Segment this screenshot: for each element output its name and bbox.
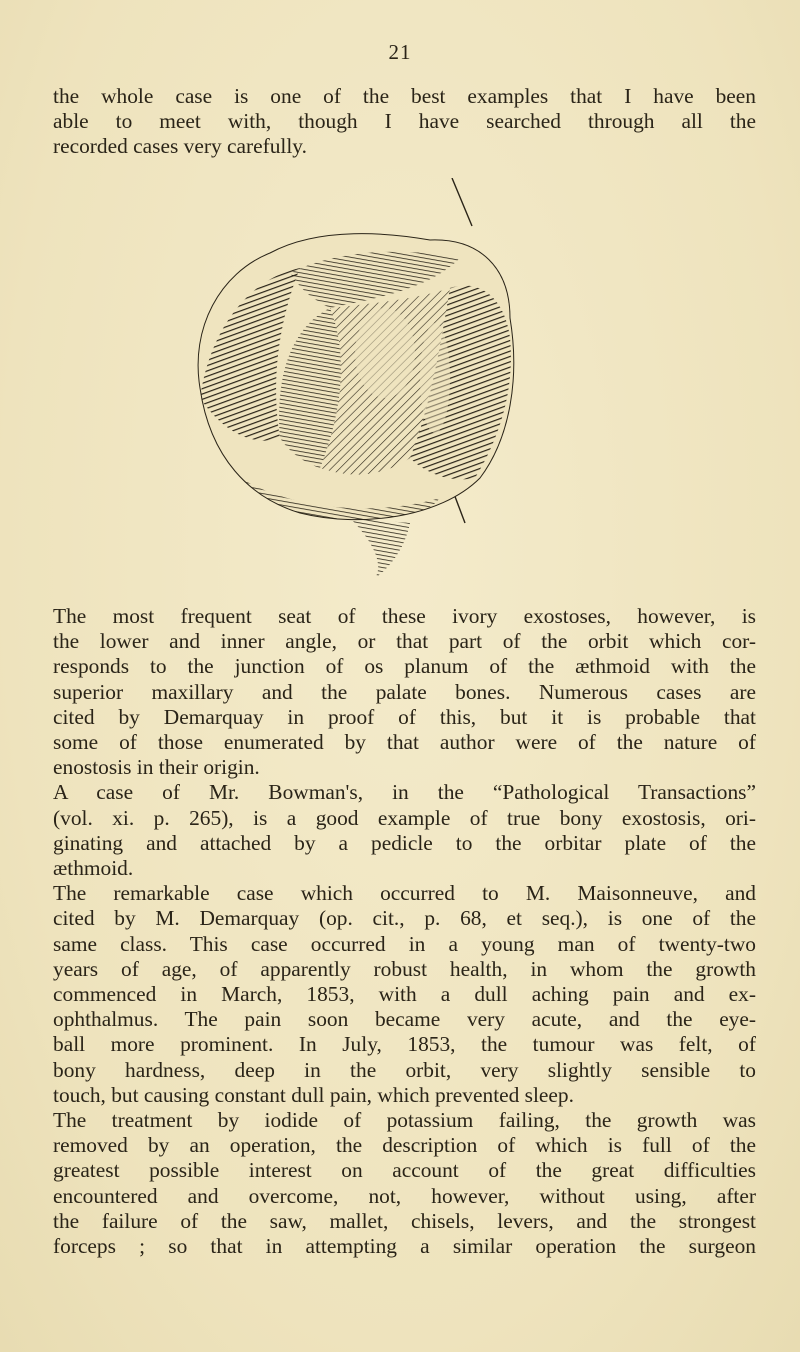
text-line: The remarkable case which occurred to M. Maisonneuve, and xyxy=(53,881,756,906)
text-line: ophthalmus. The pain soon became very acute, and the eye- xyxy=(53,1007,756,1032)
text-line: the whole case is one of the best examples that I have been xyxy=(53,84,756,108)
text-line: touch, but causing constant dull pain, which prevented sleep. xyxy=(53,1082,574,1107)
text-line: recorded cases very carefully. xyxy=(53,134,307,159)
intro-paragraph xyxy=(53,84,756,160)
paragraph-maisonneuve-case xyxy=(53,881,756,1108)
bony-tumour-engraving xyxy=(180,178,550,578)
text-line: ginating and attached by a pedicle to the orbitar plate of the xyxy=(53,830,756,855)
text-line: A case of Mr. Bowman's, in the “Pathological Transactions” xyxy=(53,780,756,805)
text-line: superior maxillary and the palate bones. Numerous cases are xyxy=(53,679,756,704)
page-number: 21 xyxy=(388,40,412,64)
exostosis-illustration xyxy=(180,178,550,578)
text-line: years of age, of apparently robust health, in whom the growth xyxy=(53,956,756,981)
text-line: æthmoid. xyxy=(53,855,134,880)
text-line: the lower and inner angle, or that part of the orbit which cor- xyxy=(53,629,756,654)
text-line: ball more prominent. In July, 1853, the tumour was felt, of xyxy=(53,1032,756,1057)
text-line: The treatment by iodide of potassium failing, the growth was xyxy=(53,1108,756,1132)
text-line: encountered and overcome, not, however, without using, after xyxy=(53,1183,756,1208)
text-line: forceps ; so that in attempting a similar operation the surgeon xyxy=(53,1233,756,1258)
text-line: the failure of the saw, mallet, chisels, levers, and the strongest xyxy=(53,1208,756,1233)
text-line: enostosis in their origin. xyxy=(53,755,260,780)
paragraph-bowman-case xyxy=(53,780,756,881)
text-line: same class. This case occurred in a young man of twenty-two xyxy=(53,931,756,956)
paragraph-treatment xyxy=(53,1108,756,1259)
text-line: some of those enumerated by that author were of the nature of xyxy=(53,729,756,754)
text-line: (vol. xi. p. 265), is a good example of true bony exostosis, ori- xyxy=(53,805,756,830)
text-line: responds to the junction of os planum of the æthmoid with the xyxy=(53,654,756,679)
text-line: The most frequent seat of these ivory exostoses, however, is xyxy=(53,604,756,628)
text-line: cited by M. Demarquay (op. cit., p. 68, et seq.), is one of the xyxy=(53,906,756,931)
text-line: greatest possible interest on account of the great difficulties xyxy=(53,1158,756,1183)
text-line: commenced in March, 1853, with a dull aching pain and ex- xyxy=(53,981,756,1006)
text-line: able to meet with, though I have searched through all the xyxy=(53,109,756,134)
text-line: cited by Demarquay in proof of this, but it is probable that xyxy=(53,704,756,729)
text-line: removed by an operation, the description of which is full of the xyxy=(53,1133,756,1158)
paragraph-frequent-seat xyxy=(53,604,756,780)
text-line: bony hardness, deep in the orbit, very slightly sensible to xyxy=(53,1057,756,1082)
